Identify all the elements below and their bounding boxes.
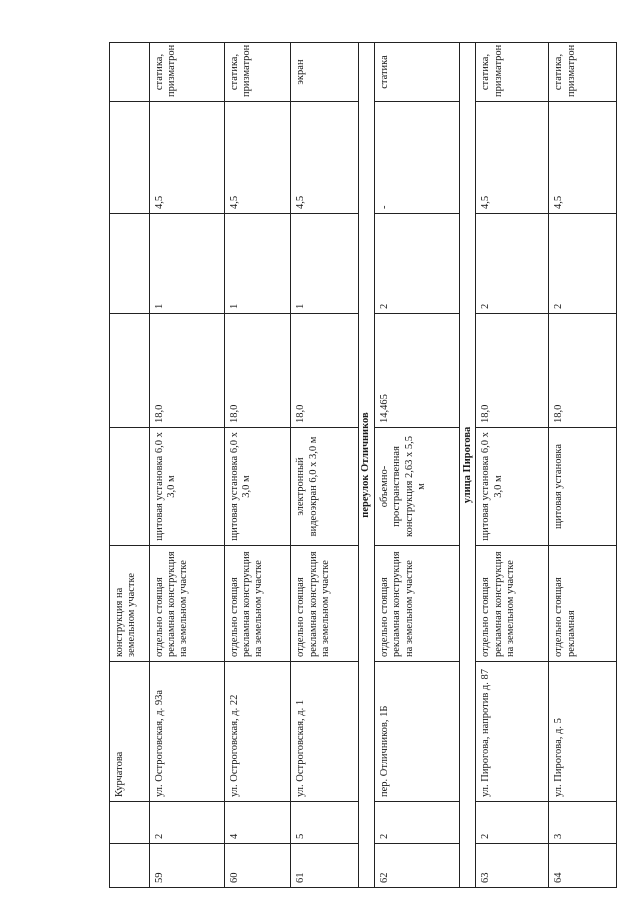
cell-sub: 5 xyxy=(291,802,359,844)
cell-tech: статика, призматрон xyxy=(149,43,224,102)
cell-area: 14,465 xyxy=(374,314,459,428)
cell-construction: щитовая установка 6,0 х 3,0 м xyxy=(224,428,291,546)
table-row xyxy=(291,43,359,888)
cell-height: 4,5 xyxy=(549,102,617,214)
cell-address: ул. Пирогова, напротив д. 87 xyxy=(476,662,549,802)
cell-tech: статика, призматрон xyxy=(224,43,291,102)
cell-address-fragment: Курчатова xyxy=(110,662,150,802)
cell-num: 62 xyxy=(374,844,459,888)
cell-area: 18,0 xyxy=(476,314,549,428)
advertising-structures-table xyxy=(109,42,617,888)
cell-sub: 2 xyxy=(374,802,459,844)
cell-height: 4,5 xyxy=(224,102,291,214)
cell-sub xyxy=(110,802,150,844)
cell-type: отдельно стоящая рекламная xyxy=(549,546,617,662)
cell-num: 60 xyxy=(224,844,291,888)
cell-sides: 1 xyxy=(291,214,359,314)
cell-height: 4,5 xyxy=(291,102,359,214)
cell-sub: 4 xyxy=(224,802,291,844)
cell-construction xyxy=(110,428,150,546)
cell-num: 63 xyxy=(476,844,549,888)
cell-num: 61 xyxy=(291,844,359,888)
cell-sides: 2 xyxy=(476,214,549,314)
section-title-pirogova: улица Пирогова xyxy=(460,43,476,888)
cell-area: 18,0 xyxy=(224,314,291,428)
cell-address: ул. Остроговская, д. 93а xyxy=(149,662,224,802)
table-row-top xyxy=(110,43,150,888)
cell-num xyxy=(110,844,150,888)
table-row xyxy=(374,43,459,888)
cell-tech xyxy=(110,43,150,102)
cell-type: отдельно стоящая рекламная конструкция на земельном участке xyxy=(149,546,224,662)
cell-sides: 2 xyxy=(549,214,617,314)
cell-height: 4,5 xyxy=(149,102,224,214)
cell-num: 59 xyxy=(149,844,224,888)
cell-type: отдельно стоящая рекламная конструкция на земельном участке xyxy=(224,546,291,662)
table-row xyxy=(149,43,224,888)
section-title-otlichnikov: переулок Отличников xyxy=(358,43,374,888)
cell-sub: 2 xyxy=(149,802,224,844)
section-header-row xyxy=(358,43,374,888)
cell-sides: 1 xyxy=(224,214,291,314)
cell-area: 18,0 xyxy=(291,314,359,428)
cell-address: ул. Остроговская, д. 22 xyxy=(224,662,291,802)
table-row xyxy=(476,43,549,888)
cell-type: отдельно стоящая рекламная конструкция на земельном участке xyxy=(374,546,459,662)
cell-type: отдельно стоящая рекламная конструкция на земельном участке xyxy=(476,546,549,662)
cell-type-fragment: конструкция на земельном участке xyxy=(110,546,150,662)
cell-address: ул. Пирогова, д. 5 xyxy=(549,662,617,802)
cell-tech: статика, призматрон xyxy=(549,43,617,102)
cell-sides xyxy=(110,214,150,314)
cell-height xyxy=(110,102,150,214)
cell-address: пер. Отличников, 1Б xyxy=(374,662,459,802)
cell-tech: статика xyxy=(374,43,459,102)
cell-sub: 2 xyxy=(476,802,549,844)
cell-sides: 1 xyxy=(149,214,224,314)
cell-construction: объемно-пространственная конструкция 2,63 х 5,5 м xyxy=(374,428,459,546)
cell-tech: экран xyxy=(291,43,359,102)
cell-construction: электронный видеоэкран 6,0 х 3,0 м xyxy=(291,428,359,546)
cell-num: 64 xyxy=(549,844,617,888)
cell-tech: статика, призматрон xyxy=(476,43,549,102)
cell-area xyxy=(110,314,150,428)
cell-address: ул. Остроговская, д. 1 xyxy=(291,662,359,802)
cell-area: 18,0 xyxy=(549,314,617,428)
cell-height: - xyxy=(374,102,459,214)
cell-construction: щитовая установка xyxy=(549,428,617,546)
table-row xyxy=(549,43,617,888)
cell-construction: щитовая установка 6,0 х 3,0 м xyxy=(476,428,549,546)
rotated-page xyxy=(109,43,617,888)
cell-height: 4,5 xyxy=(476,102,549,214)
cell-area: 18,0 xyxy=(149,314,224,428)
cell-construction: щитовая установка 6,0 х 3,0 м xyxy=(149,428,224,546)
table-row xyxy=(224,43,291,888)
cell-sub: 3 xyxy=(549,802,617,844)
cell-sides: 2 xyxy=(374,214,459,314)
cell-type: отдельно стоящая рекламная конструкция на земельном участке xyxy=(291,546,359,662)
section-header-row xyxy=(460,43,476,888)
